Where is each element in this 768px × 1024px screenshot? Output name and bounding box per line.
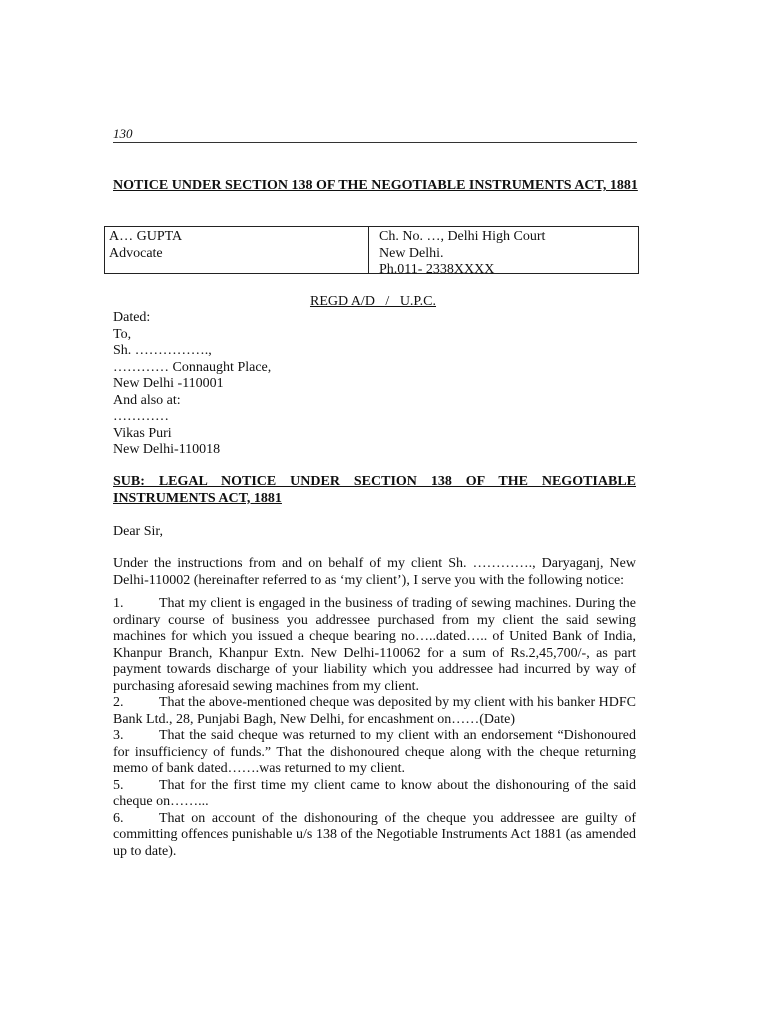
recipient-address (113, 310, 271, 459)
point-text: That the said cheque was returned to my client with an endorsement “Dishonoured for insufficiency of funds.” That the dishonoured cheque along with the cheque returning memo of bank dated…….was returned to my client. (113, 728, 636, 776)
notice-points (113, 596, 636, 860)
sender-chamber: Ch. No. …, Delhi High Court (379, 229, 546, 244)
address-line: New Delhi -110001 (113, 376, 224, 391)
delivery-mode: REGD A/D / U.P.C. (309, 294, 437, 309)
sender-city: New Delhi. (379, 245, 444, 261)
address-line: New Delhi-110018 (113, 442, 221, 457)
notice-point (113, 728, 636, 778)
point-text: That on account of the dishonouring of the cheque you addressee are guilty of committing offences punishable u/s 138 of the Negotiable Instruments Act 1881 (as amended up to date). (113, 810, 636, 859)
notice-point (113, 811, 636, 861)
notice-point (113, 778, 636, 811)
address-line: Vikas Puri (113, 425, 172, 441)
point-number: 3. (113, 728, 124, 743)
sender-header-box (104, 226, 639, 277)
salutation: Dear Sir, (113, 524, 163, 539)
address-line: To, (113, 326, 132, 342)
sender-phone: Ph.011- 2338XXXX (379, 262, 495, 277)
intro-paragraph: Under the instructions from and on behalf of my client Sh. …………., Daryaganj, New Delhi-110002 (hereinafter referred to as ‘my client’), I serve you with the following notice: (113, 556, 636, 588)
sender-contact (369, 227, 638, 277)
point-text: That the above-mentioned cheque was deposited by my client with his banker HDFC Bank Ltd., 28, Punjabi Bagh, New Delhi, for encashment on……(Date) (113, 695, 636, 727)
address-line: ………… (113, 409, 169, 424)
address-line: Dated: (113, 310, 151, 325)
point-number: 1. (113, 596, 124, 611)
point-text: That my client is engaged in the business of trading of sewing machines. During the ordinary course of business you addressee purchased from my client the said sewing machines for which you issued a cheque bearing no…..dated….. of United Bank of India, Khanpur Branch, Khanpur Extn. New Delhi-110062 for a sum of Rs.2,45,700/-, as part payment towards discharge of your liability which you addressee had incurred by way of purchasing aforesaid sewing machines from my client. (113, 596, 636, 694)
point-number: 5. (113, 777, 124, 793)
point-number: 6. (113, 810, 124, 826)
point-number: 2. (113, 695, 124, 710)
subject-line: SUB: LEGAL NOTICE UNDER SECTION 138 OF THE NEGOTIABLE INSTRUMENTS ACT, 1881 (113, 474, 636, 506)
address-line: ………… Connaught Place, (113, 359, 272, 375)
notice-point (113, 695, 636, 728)
address-line: And also at: (113, 392, 181, 408)
document-title: NOTICE UNDER SECTION 138 OF THE NEGOTIABLE INSTRUMENTS ACT, 1881 (113, 178, 638, 193)
sender-name: A… GUPTA (109, 229, 183, 244)
notice-point (113, 596, 636, 695)
sender-designation: Advocate (109, 245, 163, 261)
address-line: Sh. ……………., (113, 343, 212, 358)
header-rule (113, 142, 637, 143)
page-number: 130 (113, 126, 133, 141)
sender-identity (105, 227, 369, 273)
point-text: That for the first time my client came to know about the dishonouring of the said cheque on……... (113, 777, 636, 809)
